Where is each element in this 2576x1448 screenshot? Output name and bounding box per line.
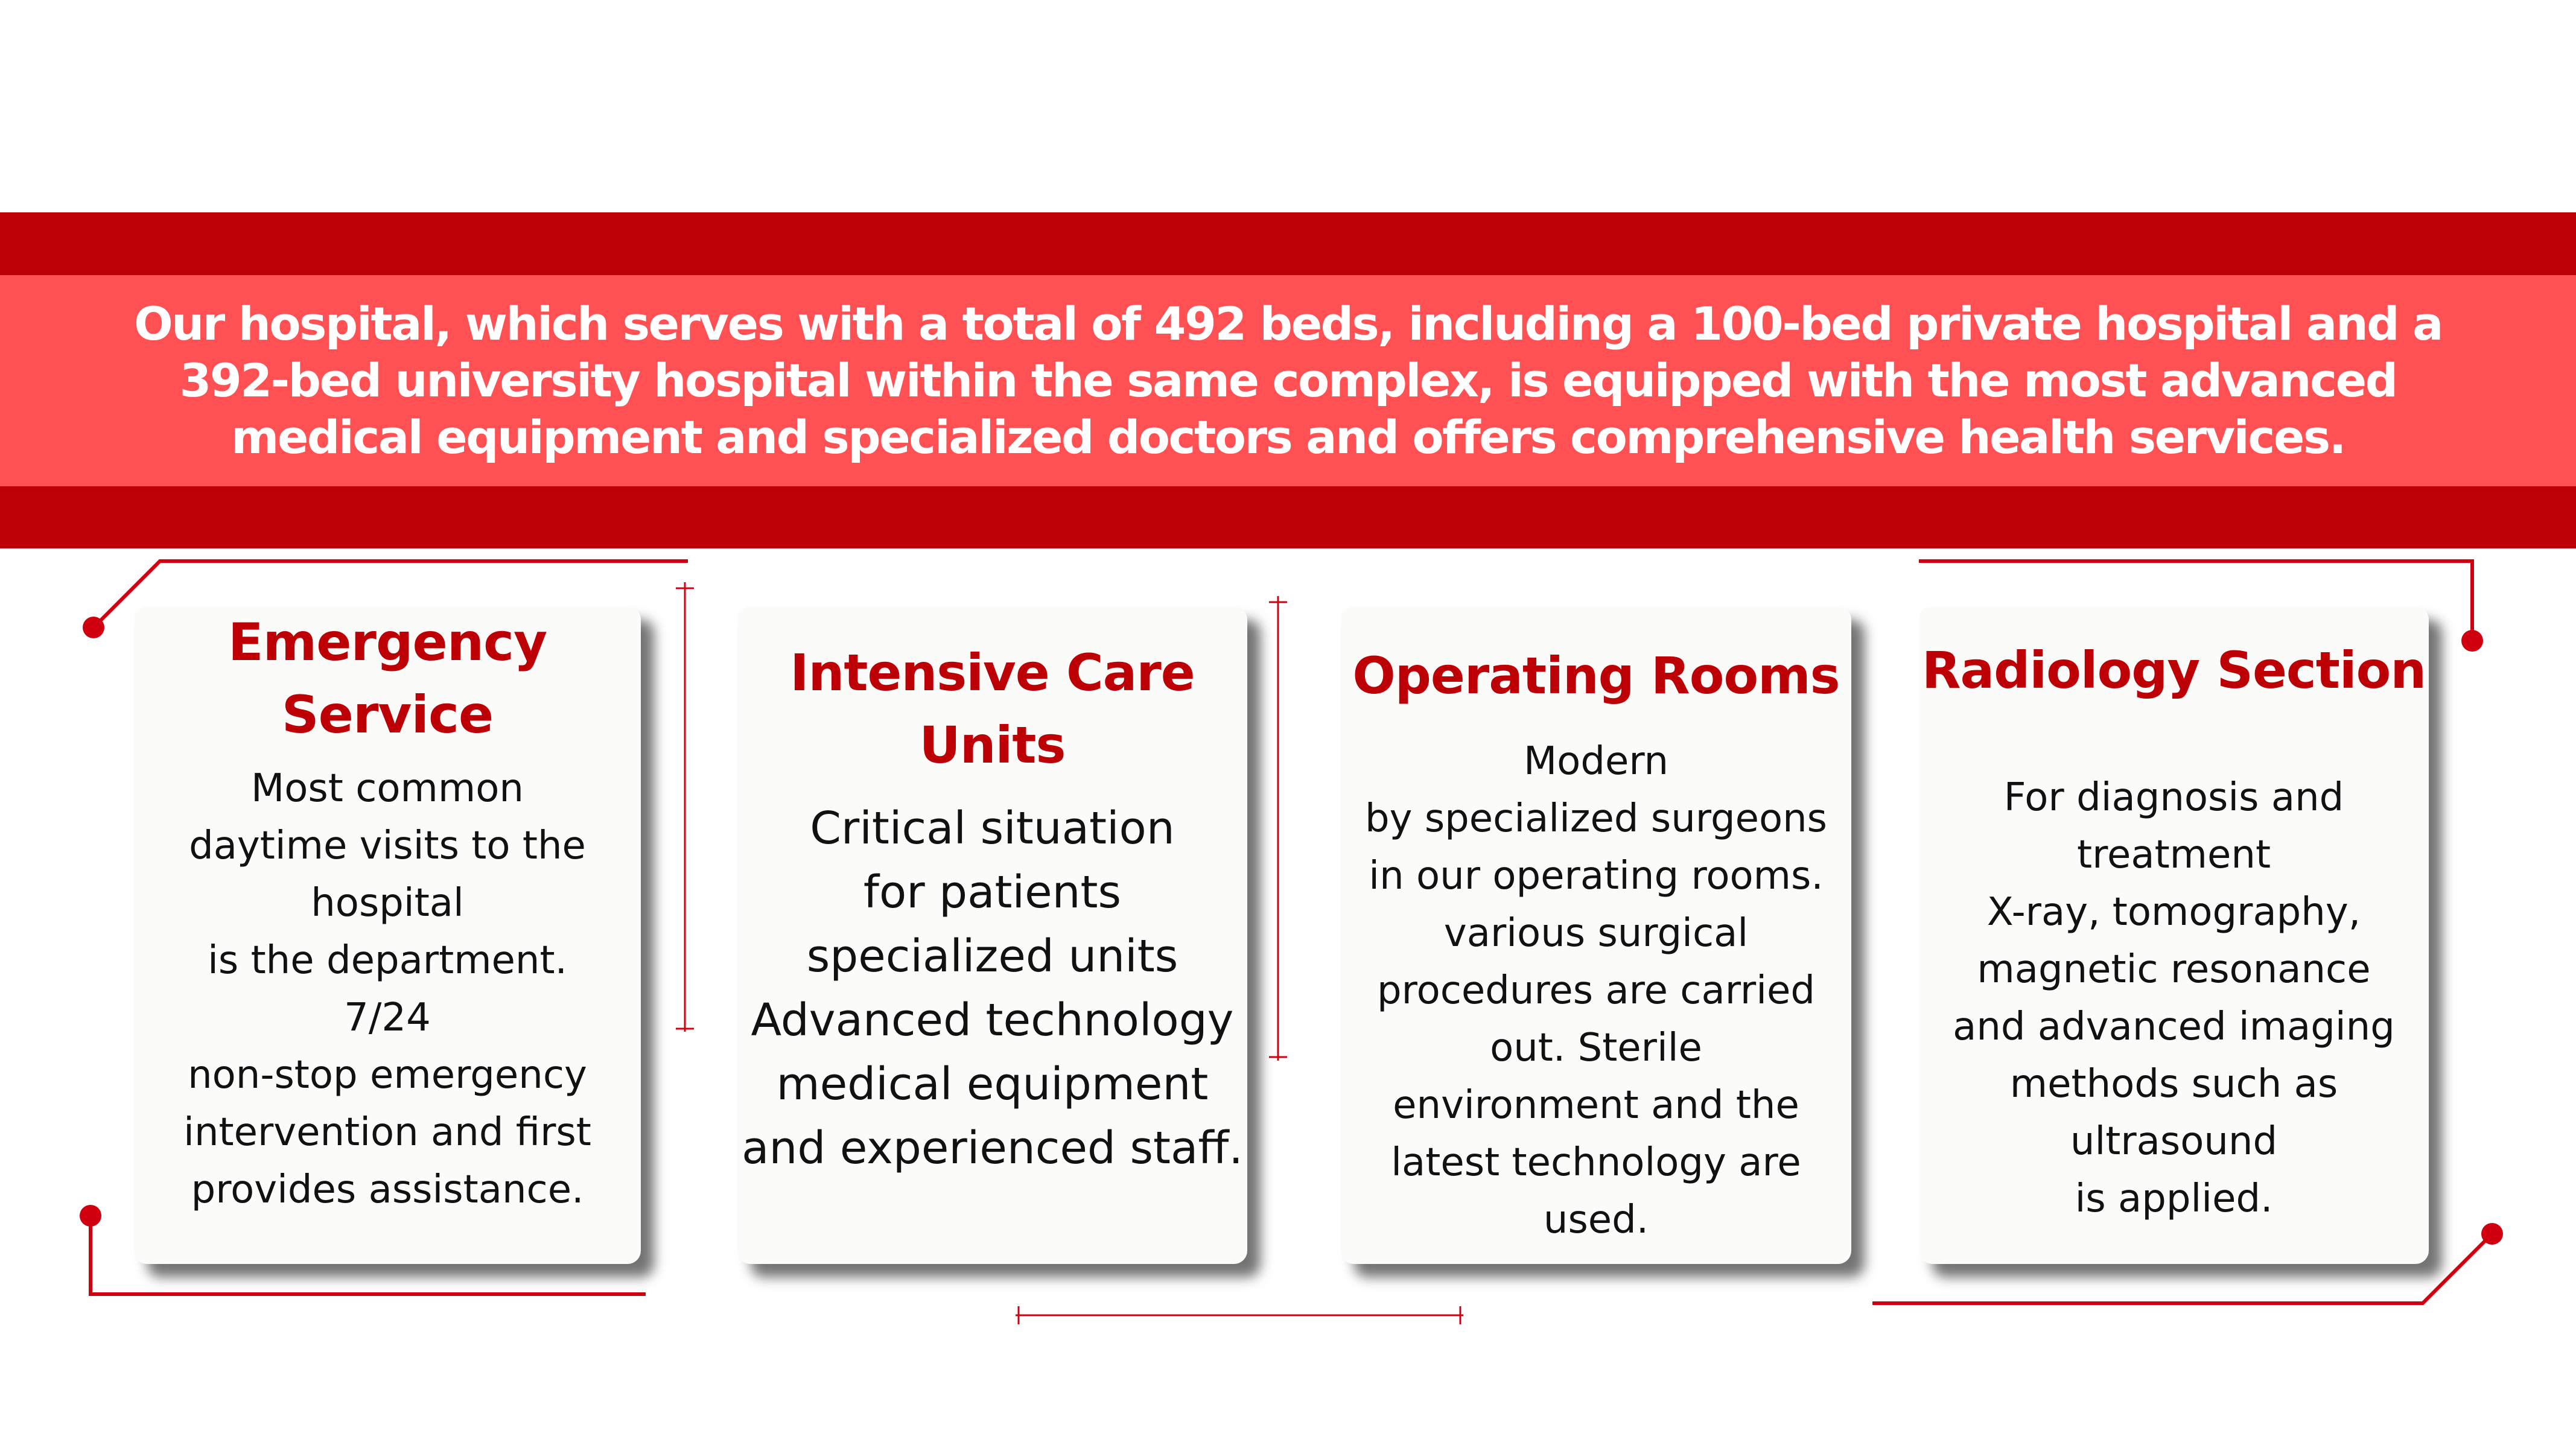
card-title: Radiology Section xyxy=(1921,641,2426,700)
card-text-line: medical equipment xyxy=(776,1058,1209,1110)
card-title: Emergency Service xyxy=(227,612,547,745)
card-text-line: non-stop emergency xyxy=(188,1053,587,1097)
card-text-line: latest technology are xyxy=(1391,1140,1801,1185)
card-title: Intensive Care Units xyxy=(790,643,1195,775)
card-text-line: 7/24 xyxy=(344,996,431,1040)
card-text-line: is the department. xyxy=(208,938,567,983)
banner-text: Our hospital, which serves with a total of 492 beds, including a 100-bed private hospital and a 392-bed university hospital within the same complex, is equipped with the most advanced medical equipment and specialized doctors and offers comprehensive health services. xyxy=(134,297,2442,464)
card-emergency-service xyxy=(134,606,641,1264)
circuit-node xyxy=(2461,630,2483,652)
card-body xyxy=(1919,769,2429,1228)
card-operating-rooms xyxy=(1341,606,1851,1264)
card-text-line: procedures are carried xyxy=(1377,968,1815,1013)
card-text-line: hospital xyxy=(311,881,464,926)
circuit-node xyxy=(2481,1223,2503,1245)
card-text-line: and experienced staff. xyxy=(742,1122,1243,1174)
card-text-line: magnetic resonance xyxy=(1977,947,2371,992)
card-text-line: out. Sterile xyxy=(1490,1026,1702,1070)
banner xyxy=(0,275,2576,486)
card-text-line: Critical situation xyxy=(810,802,1175,854)
card-text-line: various surgical xyxy=(1443,911,1749,956)
card-text-line: intervention and first xyxy=(183,1110,591,1155)
card-text-line: daytime visits to the xyxy=(189,824,586,868)
card-text-line: Most common xyxy=(251,766,524,811)
circuit-node xyxy=(80,1205,101,1227)
card-text-line: by specialized surgeons xyxy=(1364,796,1828,841)
card-text-line: specialized units xyxy=(806,930,1178,982)
card-intensive-care-units xyxy=(737,606,1247,1264)
card-radiology-section xyxy=(1919,606,2429,1264)
card-text-line: Advanced technology xyxy=(751,994,1234,1046)
card-text-line: in our operating rooms. xyxy=(1369,854,1824,898)
card-title: Operating Rooms xyxy=(1352,646,1840,705)
card-text-line: provides assistance. xyxy=(191,1167,584,1212)
card-text-line: For diagnosis and xyxy=(2003,775,2344,820)
card-text-line: is applied. xyxy=(2075,1176,2273,1221)
circuit-node xyxy=(83,617,104,638)
card-body xyxy=(737,796,1247,1180)
card-body xyxy=(1341,733,1851,1249)
card-text-line: ultrasound xyxy=(2070,1119,2278,1164)
card-text-line: for patients xyxy=(863,866,1122,918)
card-body xyxy=(134,760,641,1219)
card-text-line: used. xyxy=(1543,1198,1649,1242)
card-text-line: methods such as xyxy=(2009,1062,2338,1107)
card-text-line: treatment xyxy=(2076,833,2271,877)
card-text-line: X-ray, tomography, xyxy=(1986,890,2361,935)
card-text-line: environment and the xyxy=(1393,1083,1799,1128)
card-text-line: and advanced imaging xyxy=(1953,1005,2395,1049)
card-text-line: Modern xyxy=(1523,739,1669,784)
